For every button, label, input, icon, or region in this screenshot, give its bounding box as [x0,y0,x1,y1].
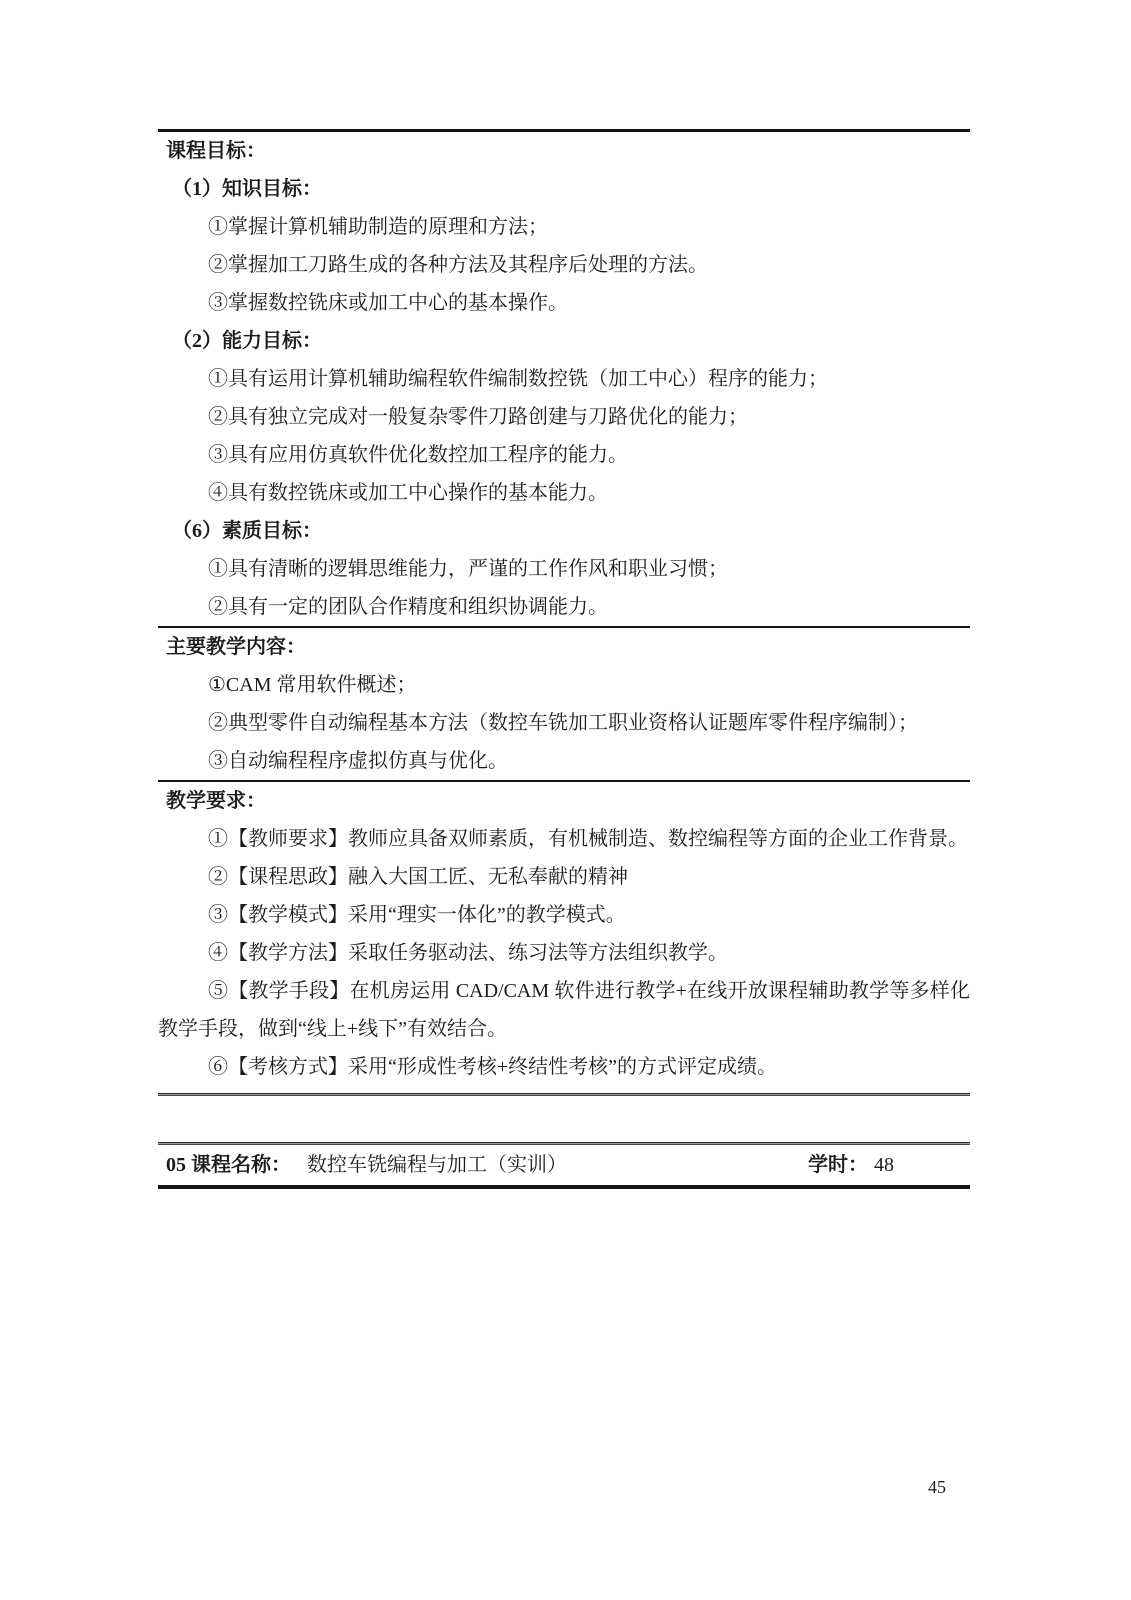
course-row [158,1145,970,1185]
teaching-requirement-item: ②【课程思政】融入大国工匠、无私奉献的精神 [208,866,628,888]
ability-objective-item: ④具有数控铣床或加工中心操作的基本能力。 [208,482,608,504]
teaching-requirement-item: ①【教师要求】教师应具备双师素质，有机械制造、数控编程等方面的企业工作背景。 [208,828,968,850]
quality-objective-item: ②具有一定的团队合作精度和组织协调能力。 [208,596,608,618]
quality-objective-item: ①具有清晰的逻辑思维能力，严谨的工作作风和职业习惯； [208,558,728,580]
knowledge-objective-item: ②掌握加工刀路生成的各种方法及其程序后处理的方法。 [208,254,708,276]
teaching-content-item: ①CAM 常用软件概述； [208,674,417,696]
teaching-content-item: ③自动编程程序虚拟仿真与优化。 [208,750,508,772]
ability-objective-item: ①具有运用计算机辅助编程软件编制数控铣（加工中心）程序的能力； [208,368,828,390]
course-hours [808,1146,894,1184]
section-title-teaching-requirements: 教学要求： [166,790,266,812]
section-title-course-objectives: 课程目标： [166,140,266,162]
subsection-title-quality: （6）素质目标： [172,520,322,542]
subsection-title-knowledge: （1）知识目标： [172,178,322,200]
course-hours-value: 48 [874,1154,894,1176]
content-area [158,129,970,1189]
course-hours-label: 学时： [808,1154,868,1176]
teaching-content-item: ②典型零件自动编程基本方法（数控车铣加工职业资格认证题库零件程序编制）； [208,712,918,734]
course-row-bottom-rule [158,1185,970,1189]
teaching-requirement-item: ④【教学方法】采取任务驱动法、练习法等方法组织教学。 [208,942,728,964]
section-title-teaching-content: 主要教学内容： [166,636,306,658]
knowledge-objective-item: ①掌握计算机辅助制造的原理和方法； [208,216,548,238]
course-name: 数控车铣编程与加工（实训） [307,1154,567,1176]
course-number-label: 05 课程名称： [166,1154,291,1176]
ability-objective-item: ③具有应用仿真软件优化数控加工程序的能力。 [208,444,628,466]
teaching-requirement-item: ⑥【考核方式】采用“形成性考核+终结性考核”的方式评定成绩。 [208,1056,778,1078]
teaching-requirement-item: ③【教学模式】采用“理实一体化”的教学模式。 [208,904,626,926]
subsection-title-ability: （2）能力目标： [172,330,322,352]
page-number: 45 [928,1477,946,1497]
row-gap [158,1096,970,1142]
ability-objective-item: ②具有独立完成对一般复杂零件刀路创建与刀路优化的能力； [208,406,748,428]
teaching-requirement-item: ⑤【教学手段】在机房运用 CAD/CAM 软件进行教学+在线开放课程辅助教学等多样化教学手段，做到“线上+线下”有效结合。 [158,980,970,1040]
knowledge-objective-item: ③掌握数控铣床或加工中心的基本操作。 [208,292,568,314]
